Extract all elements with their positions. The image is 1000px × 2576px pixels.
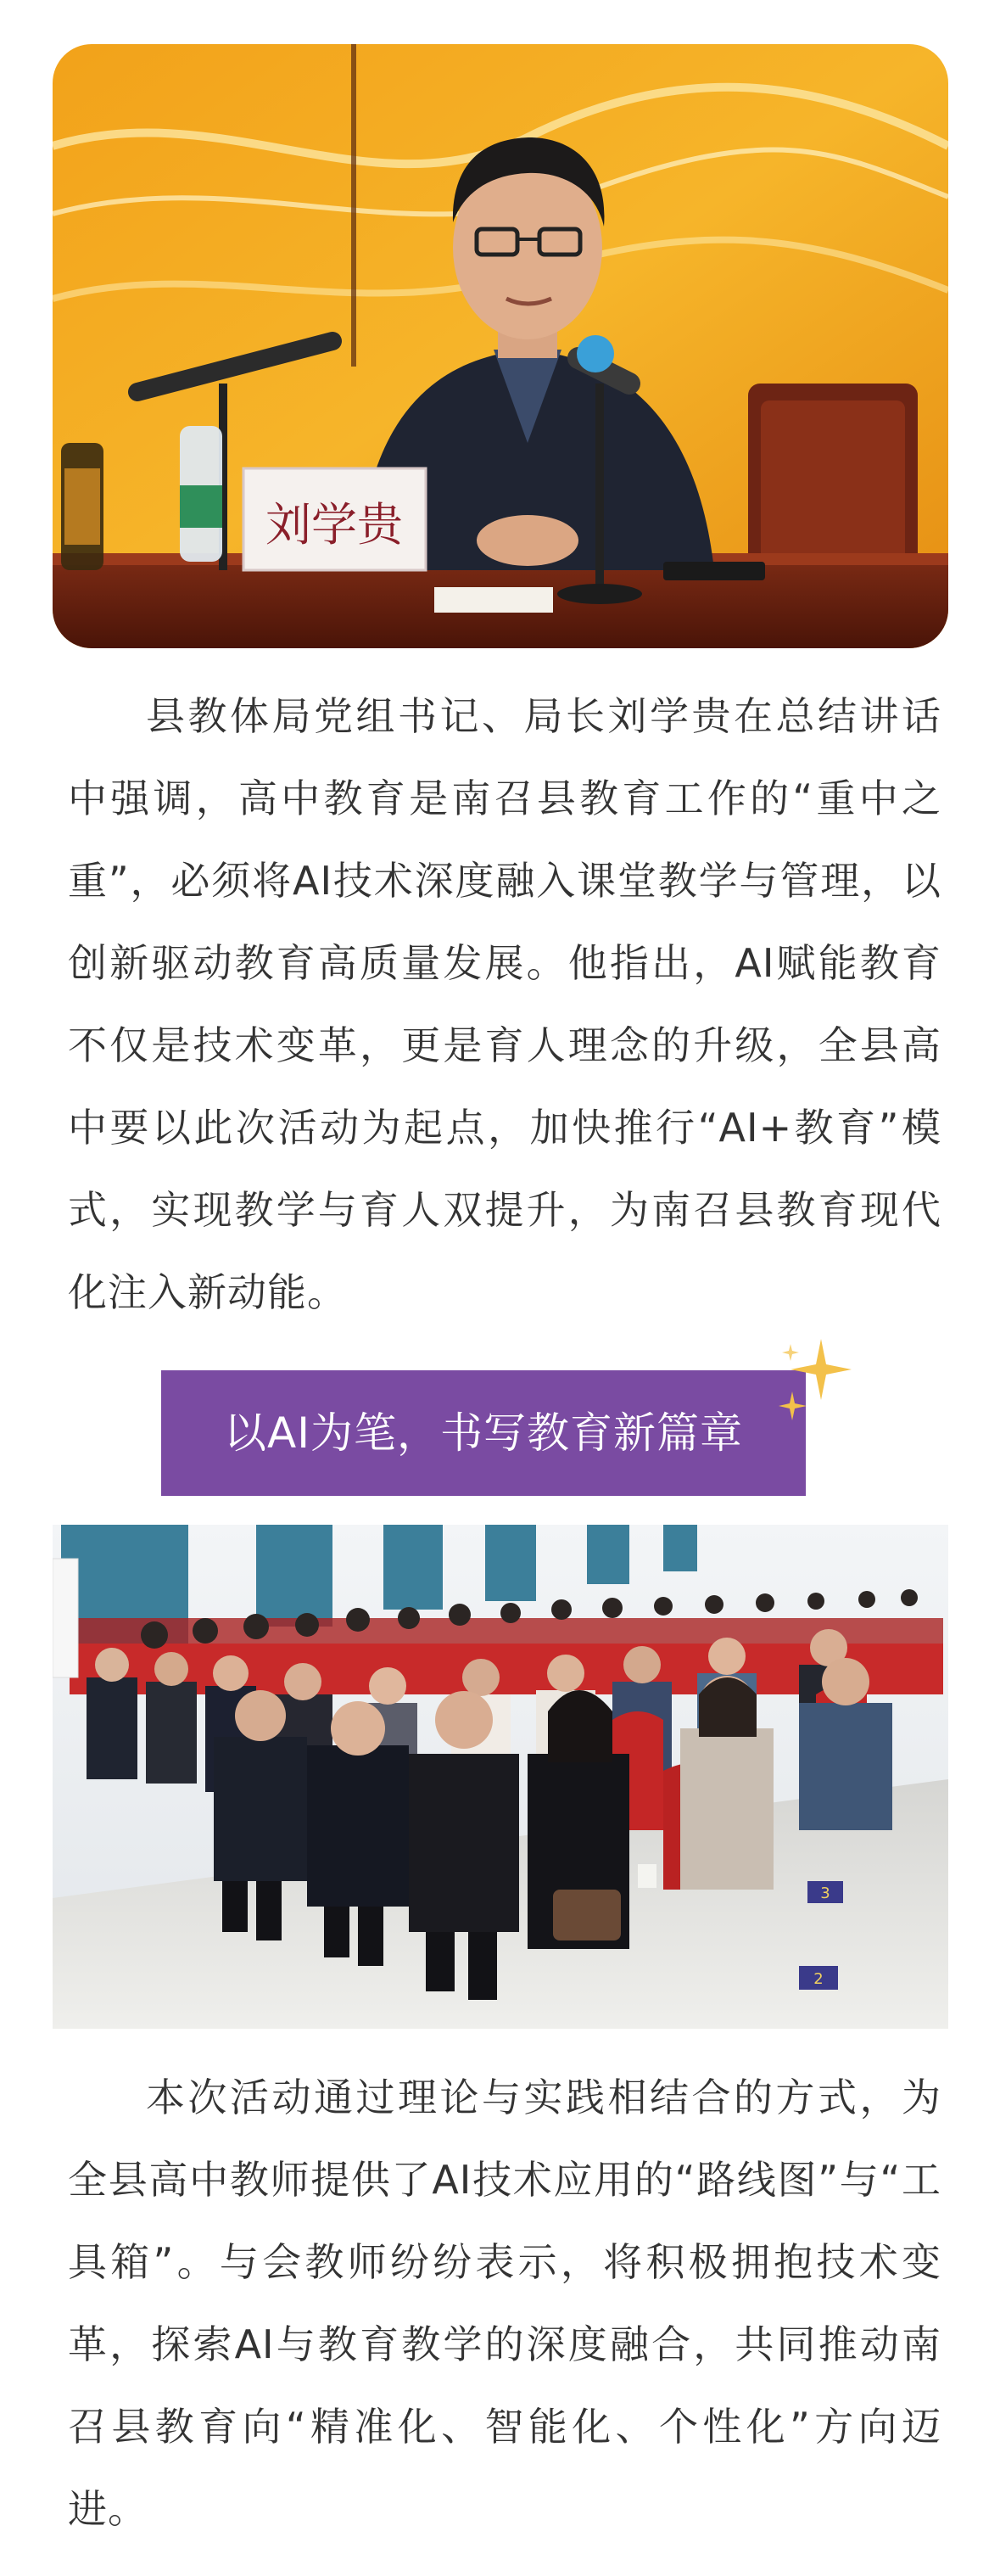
sparkle-icon [779,1339,852,1424]
row-number-2: 2 [813,1970,824,1988]
paragraph-speech-summary: 县教体局党组书记、局长刘学贵在总结讲话中强调，高中教育是南召县教育工作的“重中之重”，必须将AI技术深度融入课堂教学与管理，以创新驱动教育高质量发展。他指出，AI赋能教育不仅是技术变革，更是育人理念的升级，全县高中要以此次活动为起点，加快推行“AI+教育”模式，实现教学与育人双提升，为南召县教育现代化注入新动能。 [68,693,941,1315]
row-number-3: 3 [820,1884,830,1902]
section-banner: 以AI为笔，书写教育新篇章 [161,1370,806,1496]
nameplate-text: 刘学贵 [265,498,403,552]
audience-photo [53,1525,948,2029]
paragraph-activity-outcome: 本次活动通过理论与实践相结合的方式，为全县高中教师提供了AI技术应用的“路线图”与“工具箱”。与会教师纷纷表示，将积极拥抱技术变革，探索AI与教育教学的深度融合，共同推动南召县教育向“精准化、智能化、个性化”方向迈进。 [68,2075,941,2532]
speaker-photo [53,44,948,648]
